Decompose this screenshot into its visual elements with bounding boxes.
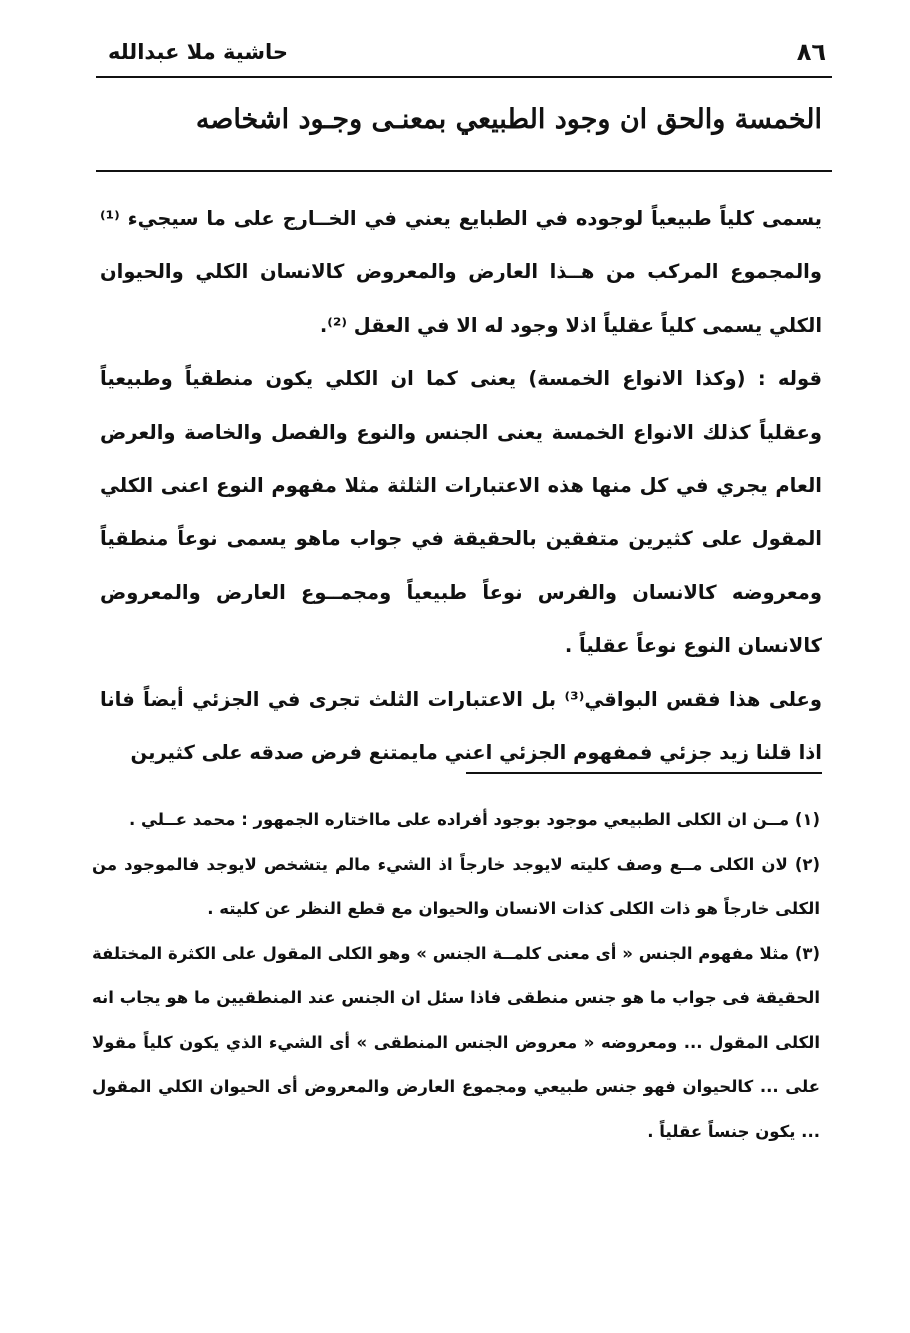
page-number: ٨٦ — [796, 38, 826, 66]
footnote-1: (١) مــن ان الكلى الطبيعي موجود بوجود أفراده على مااختاره الجمهور : محمد عــلي . — [129, 810, 820, 829]
matn-divider — [96, 170, 832, 172]
footnote-separator — [466, 772, 822, 774]
footnote-2: (٢) لان الكلى مــع وصف كليته لايوجد خارجاً اذ الشيء مالم يتشخص لايوجد فالموجود من الكلى خارجاً هو ذات الكلى كذات الانسان والحيوان مع قطع النظر عن كليته . — [92, 854, 820, 918]
quoted-matn-line: الخمسة والحق ان وجود الطبيعي بمعنـى وجـود اشخاصه — [195, 104, 822, 135]
body-paragraph-3: وعلى هذا فقس البواقي⁽³⁾ بل الاعتبارات الثلث تجرى في الجزئي أيضاً فانا اذا قلنا زيد جزئي فمفهوم الجزئي اعني مايمتنع فرض صدقه على كثيرين — [100, 687, 822, 765]
body-paragraph-1: يسمى كلياً طبيعياً لوجوده في الطبايع يعني في الخــارج على ما سيجيء ⁽¹⁾ والمجموع المركب من هــذا العارض والمعروض كالانسان الكلي والحيوان الكلي يسمى كلياً عقلياً اذلا وجود له الا في العقل ⁽²⁾. — [100, 207, 822, 337]
running-header — [108, 34, 826, 70]
footnotes — [92, 798, 820, 1154]
footnote-3: (٣) مثلا مفهوم الجنس « أى معنى كلمــة الجنس » وهو الكلى المقول على الكثرة المختلفة الحقيقة فى جواب ما هو جنس منطقى فاذا سئل ان الجنس عند المنطقيين ما هو يجاب انه الكلى المقول ... ومعروضه « معروض الجنس المنطقى » أى الشيء الذي يكون كلياً مقولا على ... كالحيوان فهو جنس طبيعي ومجموع العارض والمعروض أى الحيوان الكلي المقول ... يكون جنساً عقلياً . — [92, 943, 820, 1141]
body-paragraph-2: قوله : (وكذا الانواع الخمسة) يعنى كما ان الكلي يكون منطقياً وطبيعياً وعقلياً كذلك الانواع الخمسة يعنى الجنس والنوع والفصل والخاصة والعرض العام يجري في كل منها هذه الاعتبارات الثلثة مثلا مفهوم النوع اعنى الكلي المقول على كثيرين متفقين بالحقيقة في جواب ماهو يسمى نوعاً منطقياً ومعروضه كالانسان والفرس نوعاً طبيعياً ومجمــوع العارض والمعروض كالانسان النوع نوعاً عقلياً . — [100, 367, 822, 658]
commentary-body — [100, 192, 822, 779]
book-title: حاشية ملا عبدالله — [108, 40, 288, 64]
header-divider — [96, 76, 832, 78]
